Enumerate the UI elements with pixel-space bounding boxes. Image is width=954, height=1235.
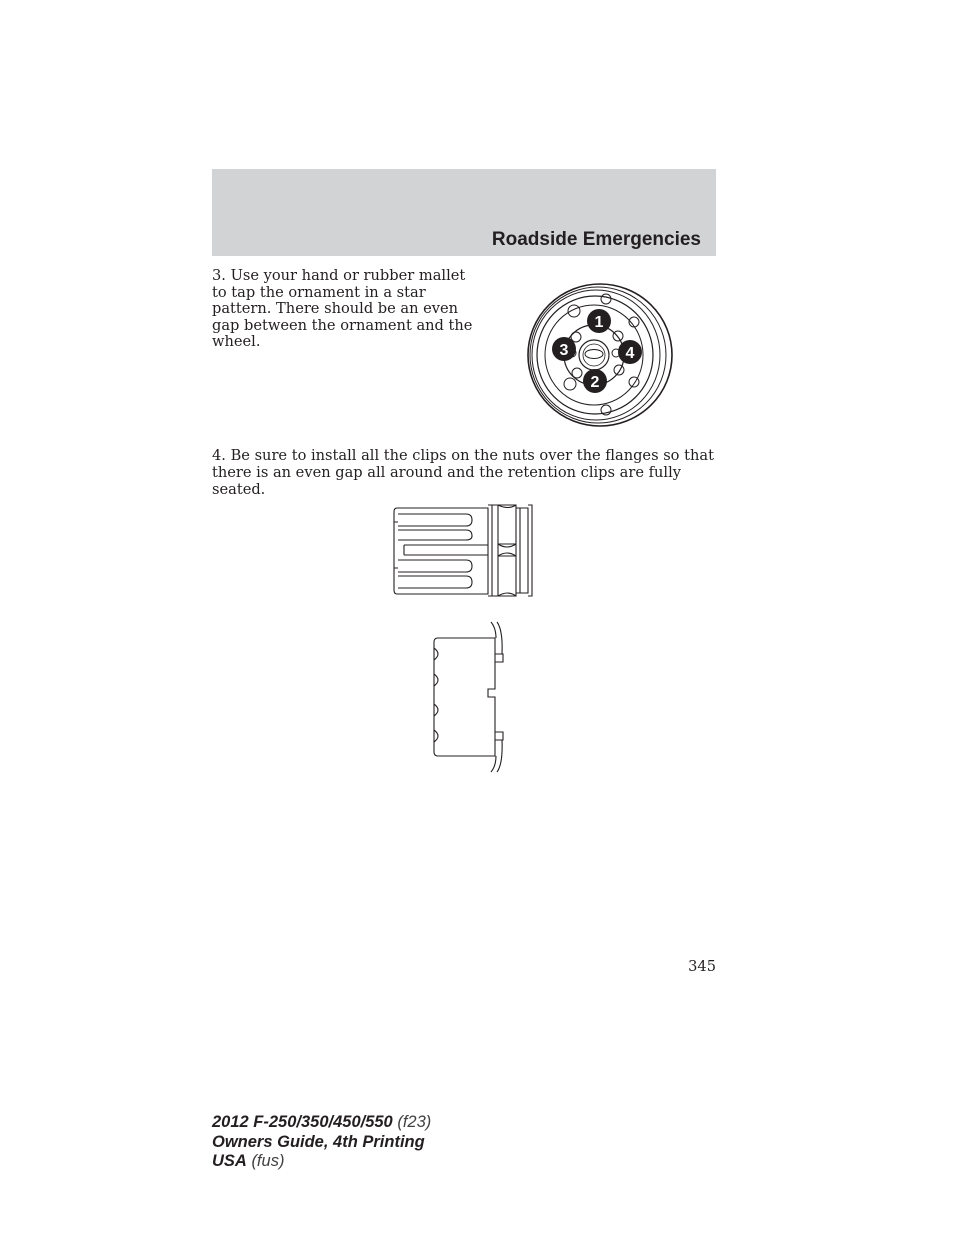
footer-line-2 [212,1133,431,1153]
document-footer [212,1113,431,1172]
page-number: 345 [688,958,716,975]
lug-nut-clip-profile-view [428,618,512,778]
footer-model: 2012 F-250/350/450/550 [212,1113,393,1131]
tap-point-4-label: 4 [625,345,635,362]
footer-region: USA [212,1152,247,1170]
footer-line-1 [212,1113,431,1133]
step-4-text: 4. Be sure to install all the clips on the nuts over the flanges so that there is an even gap all around and the retention clips are fully seated. [212,447,714,498]
tap-point-3-label: 3 [559,342,569,359]
footer-line-3 [212,1152,431,1172]
tap-point-2-label: 2 [590,374,600,391]
footer-region-code: (fus) [251,1152,285,1170]
wheel-tap-pattern-illustration [518,280,678,432]
step-3-text: 3. Use your hand or rubber mallet to tap the ornament in a star pattern. There should be an even gap between the ornament and the wheel. [212,267,473,350]
section-header-band [212,169,716,256]
tap-point-1-label: 1 [594,314,604,331]
lug-nut-clip-side-view [390,500,550,600]
footer-model-code: (f23) [397,1113,432,1131]
section-title: Roadside Emergencies [491,229,701,250]
footer-edition: Owners Guide, 4th Printing [212,1132,425,1151]
